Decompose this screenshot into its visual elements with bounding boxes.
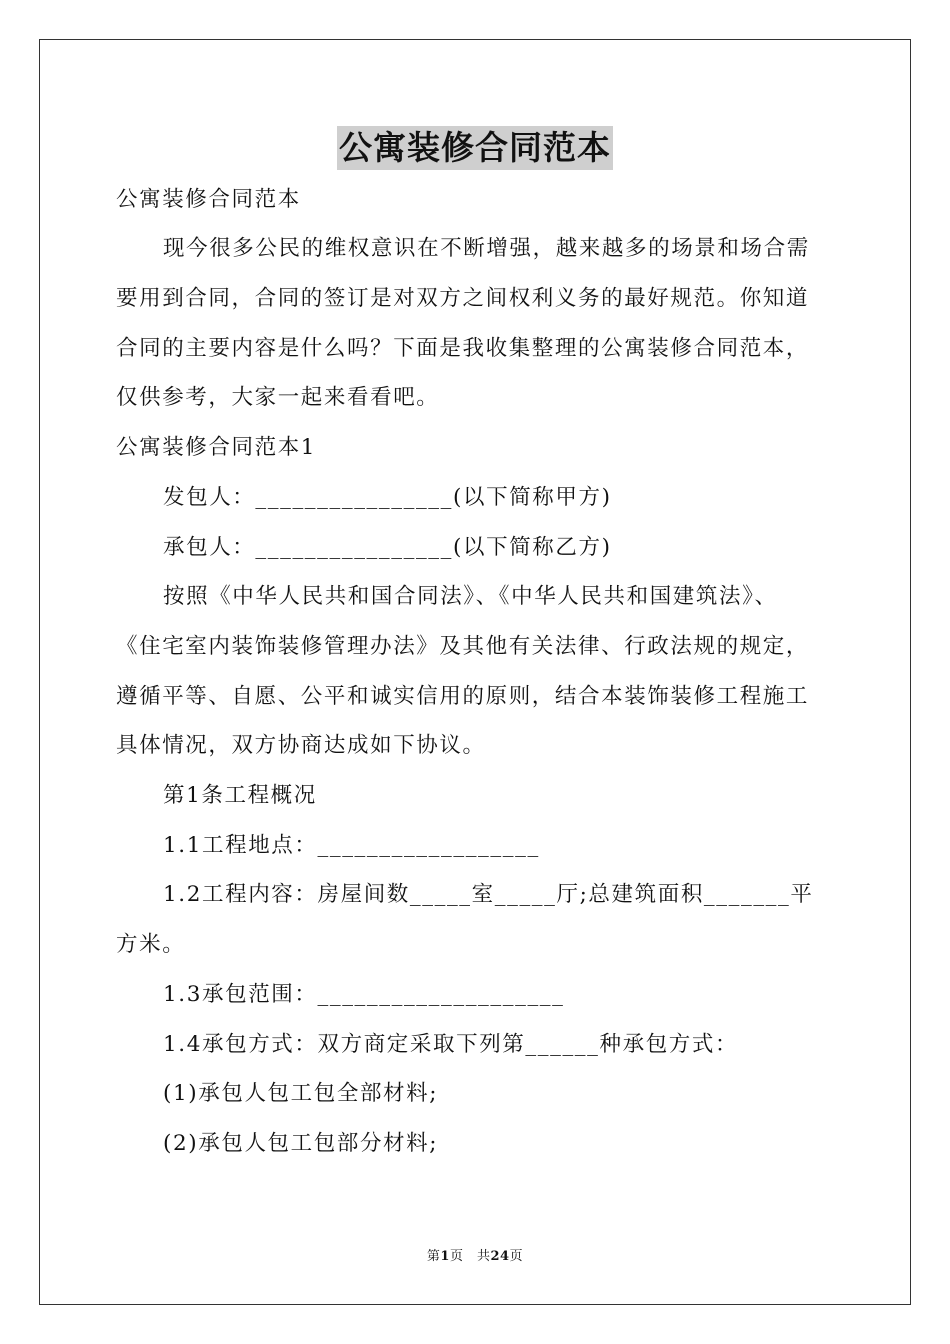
clause-heading: 第1条工程概况	[163, 783, 317, 808]
paragraph-line: 仅供参考，大家一起来看看吧。	[116, 385, 440, 410]
clause-line: 1.4承包方式：双方商定采取下列第______种承包方式：	[163, 1032, 739, 1057]
paragraph-line: 《住宅室内装饰装修管理办法》及其他有关法律、行政法规的规定，	[116, 634, 810, 659]
clause-line: 1.1工程地点：__________________	[163, 833, 540, 858]
total-page-count: 24	[490, 1249, 510, 1264]
paragraph-line: 要用到合同，合同的签订是对双方之间权利义务的最好规范。你知道	[116, 286, 810, 311]
footer-suffix: 页	[509, 1249, 524, 1264]
list-item: (1)承包人包工包全部材料;	[163, 1081, 439, 1106]
section-heading: 公寓装修合同范本1	[116, 435, 317, 460]
subtitle: 公寓装修合同范本	[116, 187, 301, 212]
contract-party-line: 发包人：________________(以下简称甲方)	[163, 485, 612, 510]
paragraph-line: 具体情况，双方协商达成如下协议。	[116, 733, 486, 758]
paragraph-line: 合同的主要内容是什么吗？下面是我收集整理的公寓装修合同范本，	[116, 336, 810, 361]
page-footer	[0, 1248, 950, 1266]
paragraph-line: 遵循平等、自愿、公平和诚实信用的原则，结合本装饰装修工程施工	[116, 684, 810, 709]
clause-line: 1.3承包范围：____________________	[163, 982, 565, 1007]
footer-prefix: 第	[426, 1249, 441, 1264]
current-page-number: 1	[440, 1249, 450, 1264]
page-border	[39, 39, 911, 1305]
paragraph-line: 现今很多公民的维权意识在不断增强，越来越多的场景和场合需	[163, 236, 810, 261]
document-title: 公寓装修合同范本	[337, 126, 613, 170]
paragraph-line: 按照《中华人民共和国合同法》、《中华人民共和国建筑法》、	[163, 584, 778, 609]
contract-party-line: 承包人：________________(以下简称乙方)	[163, 535, 612, 560]
clause-line: 方米。	[116, 932, 186, 957]
clause-line: 1.2工程内容：房屋间数_____室_____厅;总建筑面积_______平	[163, 882, 814, 907]
list-item: (2)承包人包工包部分材料;	[163, 1131, 439, 1156]
footer-mid: 页 共	[449, 1249, 491, 1264]
